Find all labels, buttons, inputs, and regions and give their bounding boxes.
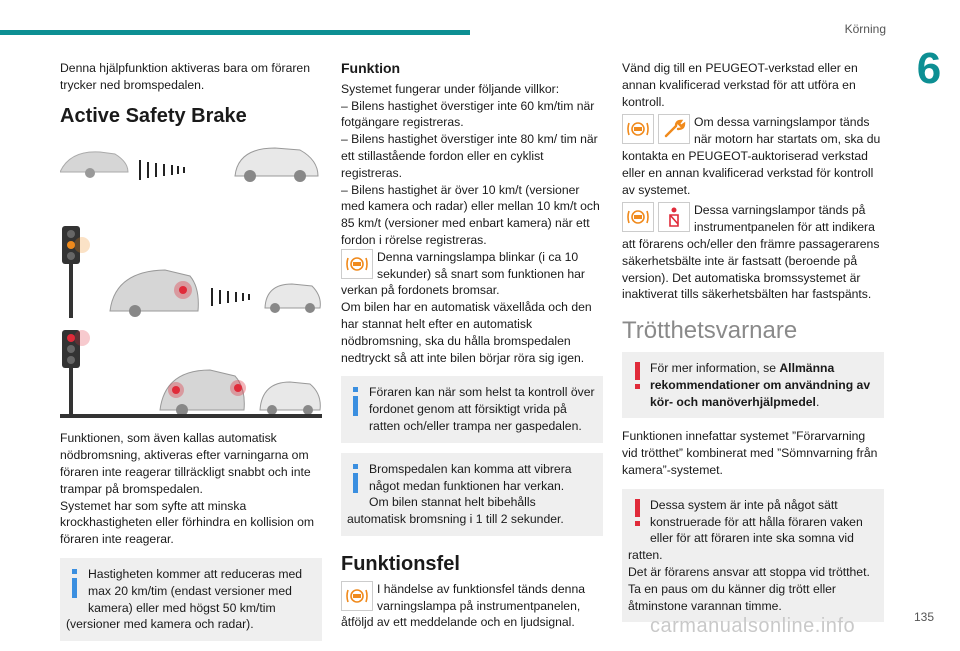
lamp-text: Dessa varningslampor tänds på instrumentpanelen för att indikera att förarens och/eller den främre passagerarens säkerhetsbälte inte är fastsatt (beroende på version). Det automatiska bromssystemet är inaktiverat tills säkerhetsbälten har fastspänts. bbox=[622, 203, 880, 302]
watermark: carmanualsonline.info bbox=[650, 615, 856, 637]
lamp-text: Om dessa varningslampor tänds när motorn har startats om, ska du kontakta en PEUGEOT-auktoriserad verkstad eller en annan kvalificerad verkstad för kontroll av systemet. bbox=[622, 115, 881, 197]
note-reference: Allmänna rekommendationer om användning av kör- och manöverhjälpmedel bbox=[650, 360, 871, 409]
section-title: Körning bbox=[844, 22, 886, 36]
illustration-braking bbox=[60, 330, 322, 418]
condition-item: – Bilens hastighet är över 10 km/t (versioner med kamera och radar) eller mellan 10 km/t och 85 km/t (versioner med enbart kamera) när ett fordon i rörelse registreras. bbox=[341, 182, 600, 247]
note-text: . bbox=[815, 394, 820, 409]
column-2 bbox=[341, 60, 603, 631]
conditions-intro: Systemet fungerar under följande villkor: bbox=[341, 81, 560, 96]
header-accent-bar bbox=[0, 30, 470, 35]
note-text: Det är förarens ansvar att stoppa vid trötthet. Ta en paus om du känner dig trött eller åtminstone varannan timme. bbox=[628, 564, 870, 613]
collision-warning-icon bbox=[622, 114, 654, 144]
section-heading: Active Safety Brake bbox=[60, 104, 247, 127]
note-text: För mer information, se bbox=[650, 360, 780, 375]
fault-text: I händelse av funktionsfel tänds denna varningslampa på instrumentpanelen, åtföljd av ett meddelande och en ljudsignal. bbox=[341, 581, 586, 630]
warning-note bbox=[622, 352, 884, 418]
column-1 bbox=[60, 60, 322, 651]
intro-text: Denna hjälpfunktion aktiveras bara om föraren trycker ned bromspedalen. bbox=[60, 61, 310, 92]
body-text: Funktionen innefattar systemet ”Förarvarning vid trötthet” kombinerat med ”Sömnvarning från kamera”-systemet. bbox=[622, 429, 878, 477]
note-text: Föraren kan när som helst ta kontroll över fordonet genom att försiktigt vrida på ratten och/eller trampa ner gaspedalen. bbox=[369, 385, 595, 433]
wrench-icon bbox=[658, 114, 690, 144]
note-text: Dessa system är inte på något sätt konstruerade för att hålla föraren vaken eller för att föraren inte ska somna vid ratten. bbox=[628, 497, 863, 563]
chapter-number: 6 bbox=[916, 44, 942, 93]
section-heading: Trötthetsvarnare bbox=[622, 317, 798, 345]
info-icon bbox=[347, 384, 369, 418]
collision-warning-icon bbox=[622, 202, 654, 232]
condition-item: – Bilens hastighet överstiger inte 80 km/ tim när ett stillastående fordon eller en cyklist registreras. bbox=[341, 132, 598, 180]
info-note bbox=[60, 558, 322, 641]
lamp-text: Denna varningslampa blinkar (i ca 10 sekunder) så snart som funktionen har verkan på fordonets bromsar. bbox=[341, 249, 585, 298]
note-text: Bromspedalen kan komma att vibrera något medan funktionen har verkan. bbox=[369, 461, 572, 493]
info-icon bbox=[66, 566, 88, 600]
subheading-function: Funktion bbox=[341, 60, 401, 76]
note-text: Hastigheten kommer att reduceras med max 20 km/tim (endast versioner med kamera) eller med högst 50 km/tim (versioner med kamera och radar). bbox=[66, 566, 303, 632]
info-icon bbox=[347, 461, 369, 495]
body-text: Om bilen har en automatisk växellåda och den har stannat helt efter en automatisk nödbromsning, ska du hålla bromspedalen nedtryckt så att inte bilen börjar röra sig igen. bbox=[341, 300, 592, 365]
illustration-approach bbox=[60, 142, 322, 214]
collision-warning-icon bbox=[341, 249, 373, 279]
warning-note bbox=[622, 489, 884, 623]
body-text: Vänd dig till en PEUGEOT-verkstad eller en annan kvalificerad verkstad för att utföra en kontroll. bbox=[622, 61, 858, 109]
note-text: Om bilen stannat helt bibehålls automatisk bromsning i 1 till 2 sekunder. bbox=[347, 495, 564, 527]
body-text: Systemet har som syfte att minska krockhastigheten eller förhindra en kollision om föraren inte reagerar. bbox=[60, 498, 315, 547]
info-note bbox=[341, 453, 603, 536]
seatbelt-icon bbox=[658, 202, 690, 232]
subheading-fault: Funktionsfel bbox=[341, 552, 460, 575]
warning-icon bbox=[628, 360, 650, 394]
column-3 bbox=[622, 60, 884, 632]
condition-item: – Bilens hastighet överstiger inte 60 km/tim när fotgängare registreras. bbox=[341, 98, 595, 130]
info-note bbox=[341, 376, 603, 442]
collision-warning-icon bbox=[341, 581, 373, 611]
warning-icon bbox=[628, 497, 650, 531]
illustration-warning bbox=[60, 226, 322, 318]
body-text: Funktionen, som även kallas automatisk nödbromsning, aktiveras efter varningarna om föraren inte reagerar tillräckligt snabbt och inte trampar på bromspedalen. bbox=[60, 431, 311, 496]
page-number: 135 bbox=[913, 610, 934, 624]
